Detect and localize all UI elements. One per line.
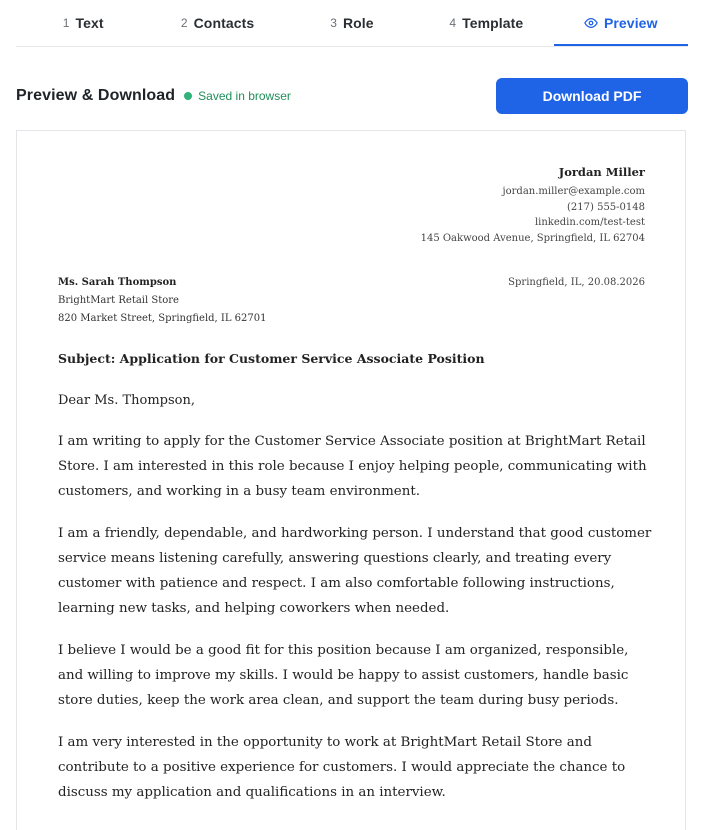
letter-paragraph: I believe I would be a good fit for this position because I am organized, responsible, and willing to improve my skills. I would be happy to assist customers, handle basic store duties, keep the work area clean, and support the team during busy periods. xyxy=(58,643,629,708)
letter-paragraph: I am very interested in the opportunity to work at BrightMart Retail Store and contribute to a positive experience for customers. I would appreciate the chance to discuss my application and qualifications in an interview. xyxy=(58,735,626,800)
recipient-address: 820 Market Street, Springfield, IL 62701 xyxy=(58,312,267,324)
sender-email: jordan.miller@example.com xyxy=(502,186,645,197)
letter-subject: Subject: Application for Customer Service Associate Position xyxy=(58,351,485,366)
tab-template[interactable] xyxy=(419,0,553,45)
recipient-block xyxy=(58,274,266,327)
download-pdf-button[interactable]: Download PDF xyxy=(496,78,688,114)
sender-address: 145 Oakwood Avenue, Springfield, IL 62704 xyxy=(420,232,645,244)
tab-number: 4 xyxy=(449,15,457,30)
sender-name: Jordan Miller xyxy=(558,165,645,179)
tab-text[interactable] xyxy=(16,0,150,45)
tab-label: Contacts xyxy=(193,14,255,31)
tab-number: 3 xyxy=(330,15,337,30)
tab-label: Template xyxy=(462,14,524,31)
tab-preview[interactable] xyxy=(554,0,688,45)
letter-preview xyxy=(16,130,686,830)
step-tabs xyxy=(16,0,688,47)
tab-label: Preview xyxy=(603,14,658,31)
recipient-name: Ms. Sarah Thompson xyxy=(58,277,177,288)
tab-number: 2 xyxy=(180,15,188,30)
sender-phone: (217) 555-0148 xyxy=(567,201,645,213)
tab-label: Text xyxy=(75,14,104,31)
tab-label: Role xyxy=(342,14,374,31)
status-dot-icon xyxy=(184,92,192,100)
tab-role[interactable] xyxy=(285,0,419,45)
save-status xyxy=(184,89,291,103)
status-text: Saved in browser xyxy=(198,89,291,103)
tab-contacts[interactable] xyxy=(150,0,284,45)
place-date: Springfield, IL, 20.08.2026 xyxy=(508,277,645,288)
letter-greeting: Dear Ms. Thompson, xyxy=(58,393,195,408)
page-title: Preview & Download xyxy=(16,87,176,104)
preview-header xyxy=(16,78,688,114)
sender-linkedin: linkedin.com/test-test xyxy=(534,217,645,229)
letter-paragraph: I am a friendly, dependable, and hardworking person. I understand that good customer service means listening carefully, answering questions clearly, and treating every customer with patience and respect. I am also comfortable following instructions, learning new tasks, and helping coworkers when needed. xyxy=(58,526,652,616)
tab-number: 1 xyxy=(62,15,70,30)
recipient-company: BrightMart Retail Store xyxy=(58,294,179,306)
eye-icon xyxy=(584,16,598,30)
sender-block xyxy=(421,165,645,246)
letter-body xyxy=(58,429,653,822)
letter-paragraph: I am writing to apply for the Customer Service Associate position at BrightMart Retail Store. I am interested in this role because I enjoy helping people, communicating with customers, and working in a busy team environment. xyxy=(58,434,647,499)
